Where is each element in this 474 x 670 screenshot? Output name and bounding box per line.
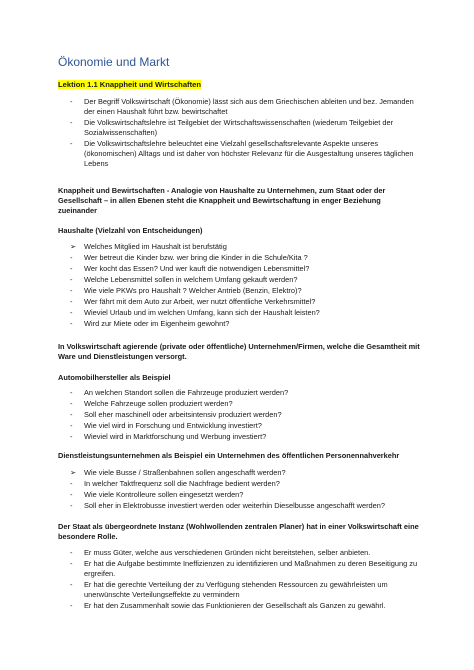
dash-icon: - [70,388,73,397]
dash-icon: - [70,297,73,306]
list-item: - Wer fährt mit dem Auto zur Arbeit, wer nutzt öffentliche Verkehrsmittel? [70,297,316,306]
heading-dienstleistung: Dienstleistungsunternehmen als Beispiel ein Unternehmen des öffentlichen Personennahverkehr [58,451,400,460]
list-item: - Wie viele Kontrolleure sollen eingesetzt werden? [70,490,244,499]
dash-icon: - [70,319,73,328]
list-item: - An welchen Standort sollen die Fahrzeuge produziert werden? [70,388,289,397]
heading-haushalte: Haushalte (Vielzahl von Entscheidungen) [58,226,203,235]
dash-icon: - [70,580,73,589]
heading-staat: Der Staat als übergeordnete Instanz (Wohlwollenden zentralen Planer) hat in einer Volkswirtschaft eine besondere Rolle. [58,522,419,541]
list-item: - Wer betreut die Kinder bzw. wer bring die Kinder in die Schule/Kita ? [70,253,308,262]
list-item: - Er hat die gerechte Verteilung der zu Verfügung stehenden Ressourcen zu gewährleisten um unerwünschte Verteilungseffekte zu vermindern [70,580,388,599]
dash-icon: - [70,286,73,295]
list-item: - Er hat die Aufgabe bestimmte Ineffizienzen zu identifizieren und Maßnahmen zu deren Beseitigung zu ergreifen. [70,559,418,578]
heading-analogie: Knappheit und Bewirtschaften - Analogie von Haushalte zu Unternehmen, zum Staat oder der Gesellschaft – in allen Ebenen steht die Knappheit und Bewirtschaftung in enger Beziehung zueinander [58,186,386,215]
dash-icon: - [70,548,73,557]
dash-icon: - [70,308,73,317]
arrow-bullet-icon: ➢ [70,242,77,251]
list-item: - Welche Lebensmittel sollen in welchem Umfang gekauft werden? [70,275,298,284]
dash-icon: - [70,432,73,441]
dash-icon: - [70,490,73,499]
dash-icon: - [70,479,73,488]
dash-icon: - [70,559,73,568]
intro-list [58,97,420,169]
dash-icon: - [70,97,73,106]
dash-icon: - [70,601,73,610]
list-item: - Der Begriff Volkswirtschaft (Ökonomie) lässt sich aus dem Griechischen ableiten und bez. Jemanden der einen Haushalt führt bzw. bewirtschaftet [70,97,414,116]
list-item: - Welche Fahrzeuge sollen produziert werden? [70,399,233,408]
list-item: - Die Volkswirtschaftslehre ist Teilgebiet der Wirtschaftswissenschaften (wiederum Teilgebiet der Sozialwissenschaften) [70,118,394,137]
haushalte-list [58,242,420,329]
list-item: - Die Volkswirtschaftslehre beleuchtet eine Vielzahl gesellschaftsrelevante Aspekte unseres (ökonomischen) Alltags und ist daher von höchster Relevanz für die Ausgestaltung unseres täglichen Lebens [70,139,414,168]
heading-automobil: Automobilhersteller als Beispiel [58,373,171,382]
list-item: - Wie viel wird in Forschung und Entwicklung investiert? [70,421,262,430]
list-item: - Er muss Güter, welche aus verschiedenen Gründen nicht bereitstehen, selber anbieten. [70,548,371,557]
dienstleistung-list [58,468,420,511]
list-item: - Wird zur Miete oder im Eigenheim gewohnt? [70,319,230,328]
dash-icon: - [70,264,73,273]
arrow-bullet-icon: ➢ [70,468,77,477]
list-item: - In welcher Taktfrequenz soll die Nachfrage bedient werden? [70,479,280,488]
dash-icon: - [70,275,73,284]
list-item: - Wie viele PKWs pro Haushalt ? Welcher Antrieb (Benzin, Elektro)? [70,286,302,295]
list-item: - Wieviel wird in Marktforschung und Werbung investiert? [70,432,267,441]
heading-volkswirtschaft: In Volkswirtschaft agierende (private oder öffentliche) Unternehmen/Firmen, welche die Gesamtheit mit Ware und Dienstleistungen versorgt. [58,342,420,361]
list-item: ➢ Wie viele Busse / Straßenbahnen sollen angeschafft werden? [70,468,286,477]
list-item: ➢ Welches Mitglied im Haushalt ist berufstätig [70,242,227,251]
lesson-heading-text: Lektion 1.1 Knappheit und Wirtschaften [58,80,201,89]
list-item: - Soll eher in Elektrobusse investiert werden oder weiterhin Dieselbusse angeschafft werden? [70,501,385,510]
list-item: - Wer kocht das Essen? Und wer kauft die notwendigen Lebensmittel? [70,264,310,273]
dash-icon: - [70,501,73,510]
list-item: - Soll eher maschinell oder arbeitsintensiv produziert werden? [70,410,282,419]
dash-icon: - [70,139,73,148]
dash-icon: - [70,421,73,430]
dash-icon: - [70,410,73,419]
automobil-list [58,388,420,442]
lesson-heading [58,80,418,89]
page-title: Ökonomie und Markt [58,55,170,69]
dash-icon: - [70,253,73,262]
list-item: - Wieviel Urlaub und im welchen Umfang, kann sich der Haushalt leisten? [70,308,320,317]
dash-icon: - [70,118,73,127]
list-item: - Er hat den Zusammenhalt sowie das Funktionieren der Gesellschaft als Ganzen zu gewährl. [70,601,386,610]
dash-icon: - [70,399,73,408]
staat-list [58,548,420,611]
